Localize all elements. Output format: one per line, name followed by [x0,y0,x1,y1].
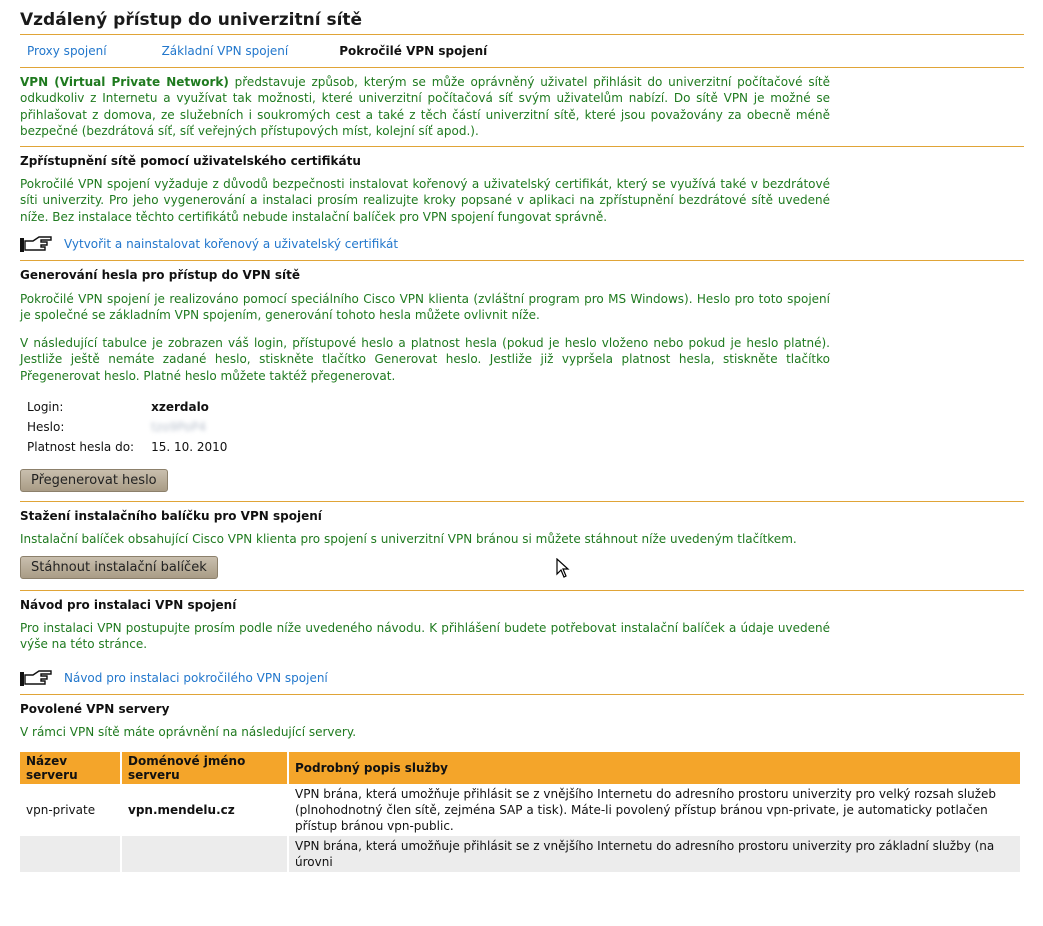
server-name [20,836,121,872]
server-description: VPN brána, která umožňuje přihlásit se z vnějšího Internetu do adresního prostoru univerzity pro velký rozsah služeb (plnohodnotný člen sítě, zejména SAP a tisk). Máte-li povolený přístup bránou vpn-private, je automaticky potlačen přístup bránou vpn-public. [288,784,1021,836]
intro-text: představuje způsob, kterým se může oprávněný uživatel přihlásit do univerzitní počítačové sítě odkudkoliv z Internetu a využívat tak možnosti, které univerzitní počítačová síť svým uživatelům nabízí. Do sítě VPN je možné se přihlašovat z domova, ze služebních i soukromých cest a také z těch částí univerzitní sítě, které jsou považovány za obecně méně bezpečné (bezdrátová síť, síť veřejných přístupových míst, kolejní síť apod.). [20,75,830,138]
guide-heading: Návod pro instalaci VPN spojení [20,598,237,612]
cert-create-link[interactable]: Vytvořit a nainstalovat kořenový a uživatelský certifikát [64,237,399,251]
cert-link-row [20,232,1024,256]
password-paragraph-1: Pokročilé VPN spojení je realizováno pomocí speciálního Cisco VPN klienta (zvláštní program pro MS Windows). Heslo pro toto spojení je společné se základním VPN spojením, generování tohoto hesla můžete ovlivnit níže. [20,292,830,323]
table-row [20,836,1021,872]
login-label: Login: [27,400,64,414]
table-row [20,437,234,457]
guide-paragraph: Pro instalaci VPN postupujte prosím podle níže uvedeného návodu. K přihlášení budete potřebovat instalační balíček a údaje uvedené výše na této stránce. [20,621,830,652]
servers-table [20,752,1022,872]
password-heading: Generování hesla pro přístup do VPN sítě [20,268,300,282]
table-header-row [20,752,1021,784]
table-row [20,784,1021,836]
tab-bar [20,35,1024,68]
guide-link[interactable]: Návod pro instalaci pokročilého VPN spojení [64,671,328,685]
cert-heading: Zpřístupnění sítě pomocí uživatelského certifikátu [20,154,361,168]
column-header: Název serveru [20,752,121,784]
page-title: Vzdálený přístup do univerzitní sítě [20,0,1024,35]
download-heading: Stažení instalačního balíčku pro VPN spojení [20,509,322,523]
cert-paragraph: Pokročilé VPN spojení vyžaduje z důvodů bezpečnosti instalovat kořenový a uživatelský certifikát, který se využívá také v bezdrátové síti univerzity. Pro jeho vygenerování a instalaci prosím realizujte kroky popsané v aplikaci na zpřístupnění bezdrátové sítě uvedené níže. Bez instalace těchto certifikátů nebude instalační balíček pro VPN spojení fungovat správně. [20,177,830,224]
column-header: Podrobný popis služby [288,752,1021,784]
server-name: vpn-private [20,784,121,836]
regenerate-password-button[interactable]: Přegenerovat heslo [20,469,168,492]
tab-basic-vpn[interactable]: Základní VPN spojení [161,44,289,58]
intro-strong: VPN (Virtual Private Network) [20,75,229,89]
pointing-hand-icon [20,234,52,254]
tab-proxy[interactable]: Proxy spojení [27,44,107,58]
table-row [20,417,234,437]
login-value: xzerdalo [151,400,209,414]
guide-link-row [20,666,1024,690]
validity-label: Platnost hesla do: [27,440,135,454]
servers-paragraph: V rámci VPN sítě máte oprávnění na následující servery. [20,725,357,739]
password-label: Heslo: [27,420,65,434]
server-domain [121,836,288,872]
intro-paragraph [20,68,830,146]
server-description: VPN brána, která umožňuje přihlásit se z vnějšího Internetu do adresního prostoru univerzity pro základní služby (na úrovni [288,836,1021,872]
download-button-row [20,556,1024,586]
table-row [20,397,234,417]
tab-advanced-vpn[interactable]: Pokročilé VPN spojení [339,44,488,58]
password-value: tzo9PoP4 [151,420,207,434]
download-package-button[interactable]: Stáhnout instalační balíček [20,556,218,579]
download-paragraph: Instalační balíček obsahující Cisco VPN klienta pro spojení s univerzitní VPN bránou si můžete stáhnout níže uvedeným tlačítkem. [20,532,797,546]
server-domain: vpn.mendelu.cz [121,784,288,836]
page-wrapper [20,0,1024,872]
column-header: Doménové jméno serveru [121,752,288,784]
servers-heading: Povolené VPN servery [20,702,170,716]
validity-value: 15. 10. 2010 [151,440,228,454]
credentials-table [20,397,234,457]
mouse-cursor-icon [556,558,570,578]
password-paragraph-2: V následující tabulce je zobrazen váš login, přístupové heslo a platnost hesla (pokud je heslo vloženo nebo pokud je heslo platné). Jestliže ještě nemáte zadané heslo, stiskněte tlačítko Generovat heslo. Jestliže již vypršela platnost hesla, stiskněte tlačítko Přegenerovat heslo. Platné heslo můžete taktéž přegenerovat. [20,336,830,383]
regen-button-row [20,469,1024,501]
pointing-hand-icon [20,668,52,688]
